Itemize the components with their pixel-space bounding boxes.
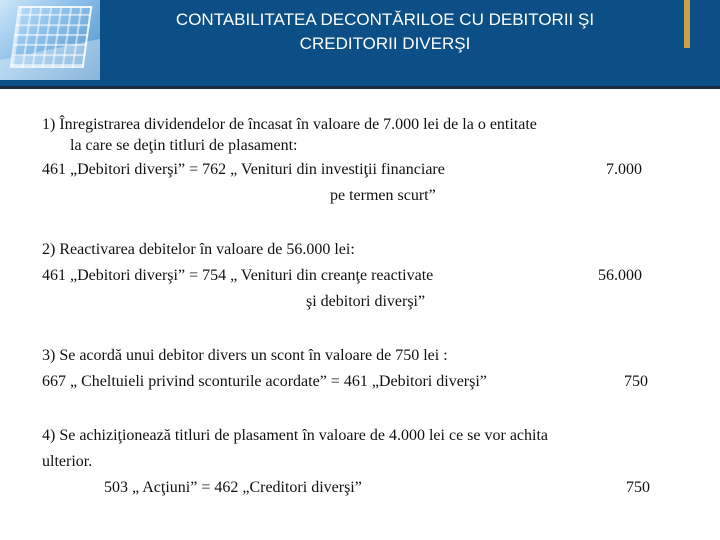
entry-1-heading-line-1: 1) Înregistrarea dividendelor de încasat în valoare de 7.000 lei de la o entitate [42, 116, 537, 133]
monitor-logo-icon [0, 0, 100, 80]
header-divider [0, 86, 720, 89]
entry-4-amount: 750 [626, 479, 650, 496]
entry-3-heading-line-1: 3) Se acordă unui debitor divers un scont în valoare de 750 lei : [42, 347, 448, 364]
entry-3-formula-line-1: 667 „ Cheltuieli privind sconturile acordate” = 461 „Debitori diverşi” [42, 373, 487, 390]
entry-1-heading-line-2: la care se deţin titluri de plasament: [70, 137, 298, 154]
entry-4-heading-line-1: 4) Se achiziţionează titluri de plasament în valoare de 4.000 lei ce se vor achita [42, 427, 549, 444]
accent-bar [684, 0, 690, 48]
entry-4-heading-line-2: ulterior. [42, 453, 93, 470]
entry-4-formula-line-1: 503 „ Acţiuni” = 462 „Creditori diverşi” [104, 479, 362, 496]
entry-2-formula-line-1: 461 „Debitori diverşi” = 754 „ Venituri din creanţe reactivate [42, 267, 434, 284]
title-line-1: CONTABILITATEA DECONTĂRILOE CU DEBITORII ŞI [175, 10, 595, 29]
entry-1-formula-line-1: 461 „Debitori diverşi” = 762 „ Venituri din investiţii financiare [42, 161, 445, 178]
entry-1-formula-line-2: pe termen scurt” [330, 187, 436, 204]
entry-2-amount: 56.000 [598, 267, 642, 284]
entry-1-amount: 7.000 [606, 161, 642, 178]
entry-2-heading-line-1: 2) Reactivarea debitelor în valoare de 56.000 lei: [42, 241, 355, 258]
slide-header [0, 0, 720, 86]
entry-2-formula-line-2: şi debitori diverşi” [306, 293, 426, 310]
slide-title [110, 8, 660, 56]
entry-3-amount: 750 [624, 373, 648, 390]
title-line-2: CREDITORII DIVERŞI [299, 34, 471, 53]
